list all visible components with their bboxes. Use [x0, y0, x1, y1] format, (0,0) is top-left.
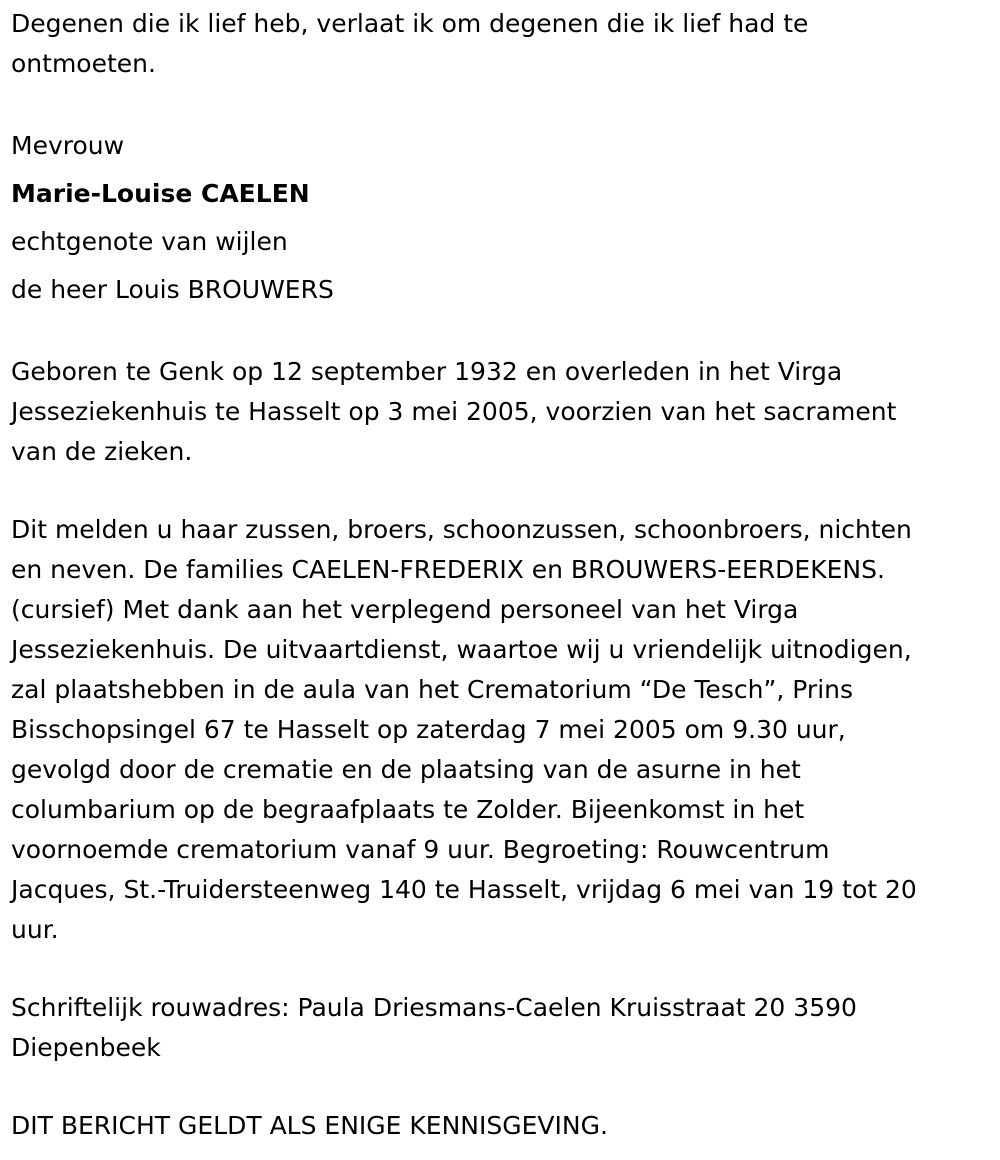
announcement-paragraph — [11, 510, 986, 950]
text-line: en neven. De families CAELEN-FREDERIX en BROUWERS-EERDEKENS. — [11, 555, 885, 584]
text-line: voornoemde crematorium vanaf 9 uur. Begroeting: Rouwcentrum — [11, 835, 830, 864]
spacer — [11, 314, 986, 352]
text-line: Jesseziekenhuis. De uitvaartdienst, waartoe wij u vriendelijk uitnodigen, — [11, 635, 912, 664]
text-line: zal plaatshebben in de aula van het Crematorium “De Tesch”, Prins — [11, 675, 854, 704]
text-line: van de zieken. — [11, 437, 193, 466]
deceased-name: Marie-Louise CAELEN — [11, 179, 310, 208]
text-line: Schriftelijk rouwadres: Paula Driesmans-Caelen Kruisstraat 20 3590 — [11, 993, 857, 1022]
epigraph-line-1: Degenen die ik lief heb, verlaat ik om degenen die ik lief had te — [11, 9, 809, 38]
closing-statement: DIT BERICHT GELDT ALS ENIGE KENNISGEVING. — [11, 1111, 608, 1140]
spacer — [11, 472, 986, 510]
relation-line-2: de heer Louis BROUWERS — [11, 275, 334, 304]
spacer — [11, 84, 986, 122]
text-line: (cursief) Met dank aan het verplegend personeel van het Virga — [11, 595, 799, 624]
text-line: Diepenbeek — [11, 1033, 161, 1062]
spacer — [11, 950, 986, 988]
relation-line-1: echtgenote van wijlen — [11, 227, 288, 256]
text-line: Geboren te Genk op 12 september 1932 en overleden in het Virga — [11, 357, 843, 386]
death-notice — [11, 4, 986, 1146]
text-line: uur. — [11, 915, 59, 944]
text-line: gevolgd door de crematie en de plaatsing van de asurne in het — [11, 755, 801, 784]
text-line: columbarium op de begraafplaats te Zolder. Bijeenkomst in het — [11, 795, 805, 824]
text-line: Jesseziekenhuis te Hasselt op 3 mei 2005, voorzien van het sacrament — [11, 397, 897, 426]
salutation: Mevrouw — [11, 131, 125, 160]
mourning-address — [11, 988, 986, 1068]
epigraph-line-2: ontmoeten. — [11, 49, 156, 78]
spacer — [11, 1068, 986, 1106]
text-line: Dit melden u haar zussen, broers, schoonzussen, schoonbroers, nichten — [11, 515, 912, 544]
birth-death-paragraph — [11, 352, 986, 472]
text-line: Bisschopsingel 67 te Hasselt op zaterdag 7 mei 2005 om 9.30 uur, — [11, 715, 846, 744]
text-line: Jacques, St.-Truidersteenweg 140 te Hasselt, vrijdag 6 mei van 19 tot 20 — [11, 875, 917, 904]
